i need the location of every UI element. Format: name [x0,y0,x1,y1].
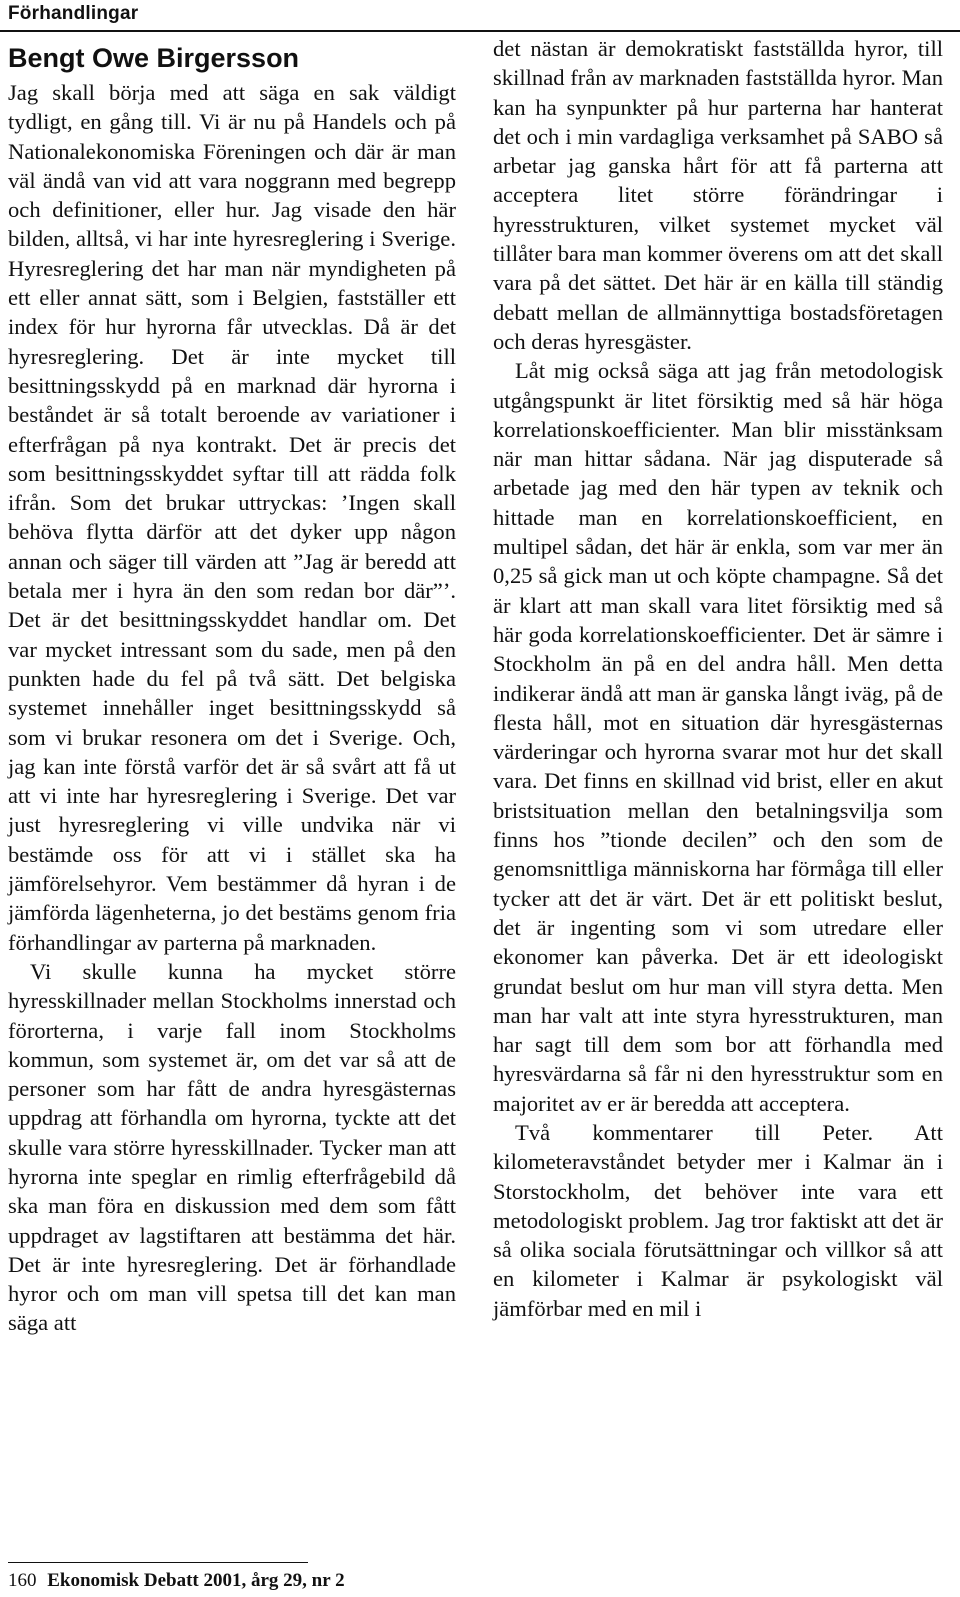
paragraph: Jag skall börja med att säga en sak väldigt tydligt, en gång till. Vi är nu på Handels och på Nationalekonomiska Föreningen och där är man väl ändå van vid att vara noggrann med begrepp och definitioner, eller hur. Jag visade den här bilden, alltså, vi har inte hyresreglering i Sverige. Hyresreglering det har man när myndigheten på ett eller annat sätt, som i Belgien, fastställer ett index för hur hyrorna får utvecklas. Då är det hyresreglering. Det är inte mycket till besittningsskydd på en marknad där hyrorna i beståndet är så totalt beroende av variationer i efterfrågan på nya kontrakt. Det är precis det som besittningsskyddet syftar till att rädda folk ifrån. Som det brukar uttryckas: ’Ingen skall behöva flytta därför att det dyker upp någon annan och säger till värden att ”Jag är beredd att betala mer i hyra än den som redan bor där”’. Det är det besittningsskyddet handlar om. Det var mycket intressant som du sade, men på den punkten hade du fel på två sätt. Det belgiska systemet innehåller inget besittningsskydd så som vi brukar resonera om det i Sverige. Och, jag kan inte förstå varför det är så svårt att få ut att vi inte har hyresreglering i Sverige. Det var just hyresreglering vi ville undvika när vi bestämde oss för att vi i stället ska ha jämförelsehyror. Vem bestämmer då hyran i de jämförda lägenheterna, jo det bestäms genom fria förhandlingar av parterna på marknaden. [8,80,456,955]
paragraph: Vi skulle kunna ha mycket större hyresskillnader mellan Stockholms innerstad och förorterna, i varje fall inom Stockholms kommun, som systemet är, om det var så att de personer som har fått de andra hyresgästernas uppdrag att förhandla om hyrorna, tyckte att det skulle vara större hyresskillnader. Tycker man att hyrorna inte speglar en rimlig efterfrågebild då ska man föra en diskussion med dem som fått uppdraget av lagstiftaren att bestämma det här. Det är inte hyresreglering. Det är förhandlade hyror och om man vill spetsa till det kan man säga att [8,958,456,1336]
left-column [8,34,456,1338]
footer-rule [8,1562,308,1563]
paragraph: det nästan är demokratiskt fastställda hyror, till skillnad från av marknaden fastställda hyror. Man kan ha synpunkter på hur parterna har hanterat det och i min vardagliga verksamhet på SABO så arbetar jag ganska hårt för att få parterna att acceptera litet större förändringar i hyresstrukturen, vilket systemet mycket väl tillåter bara man kommer överens om att det skall vara på det sättet. Det här är en källa till ständig debatt mellan de allmännyttiga bostadsföretagen och deras hyresgäster. [493,36,943,354]
journal-citation: Ekonomisk Debatt 2001, årg 29, nr 2 [47,1570,345,1591]
header-rule [0,30,960,32]
page-footer [8,1570,345,1592]
paragraph: Två kommentarer till Peter. Att kilometeravståndet betyder mer i Kalmar än i Storstockholm, det behöver inte vara ett metodologiskt problem. Jag tror faktiskt att det är så olika sociala förutsättningar och villkor så att en kilometer i Kalmar är psykologiskt väl jämförbar med en mil i [493,1119,943,1321]
page-number: 160 [8,1570,37,1591]
speaker-name: Bengt Owe Birgersson [8,43,300,73]
right-column [493,34,943,1323]
paragraph: Låt mig också säga att jag från metodologisk utgångspunkt är litet försiktig med så här höga korrelationskoefficienter. Man blir misstänksam när man hittar sådana. När jag disputerade så arbetade jag med den här typen av teknik och hittade man en korrelationskoefficient, en multipel sådan, det här är enkla, som var mer än 0,25 så gick man ut och köpte champagne. Så det är klart att man skall vara litet försiktig med så här goda korrelationskoefficienter. Det är sämre i Stockholm än på en del andra håll. Men detta indikerar ändå att man är ganska långt iväg, på de flesta håll, mot en situation där hyresgästernas värderingar och hyrorna svarar mot hur det skall vara. Det finns en skillnad vid brist, eller en akut bristsituation mellan den betalningsvilja som finns hos ”tionde decilen” och den som de genomsnittliga människorna har förmåga till eller tycker att det är värt. Det är ett politiskt beslut, det är ingenting som vi som utredare eller ekonomer kan påverka. Det är ett ideologiskt grundat beslut om hur man vill styra detta. Men man har valt att inte styra hyresstrukturen, man har sagt till dem som bor att förhandla med hyresvärdarna så får ni den hyresstruktur som en majoritet av er är beredda att acceptera. [493,358,943,1116]
running-head-section: Förhandlingar [8,3,139,24]
